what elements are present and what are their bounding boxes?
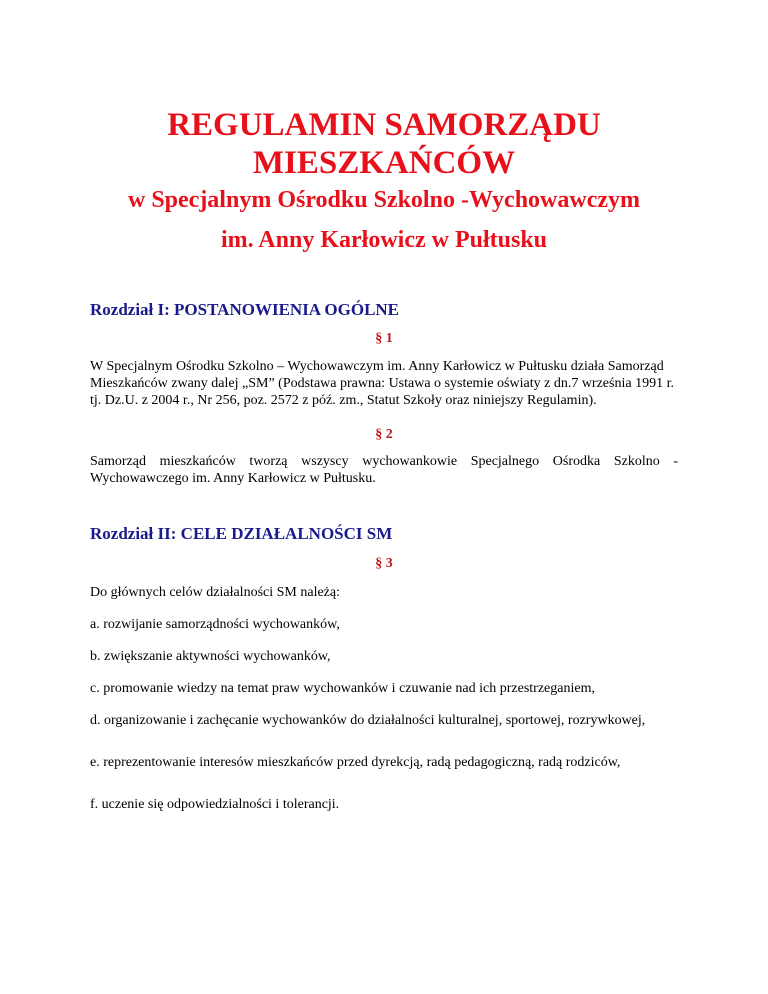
paragraph-3-intro: Do głównych celów działalności SM należą: (90, 585, 340, 600)
paragraph-2-text: Samorząd mieszkańców tworzą wszyscy wychowankowie Specjalnego Ośrodka Szkolno - Wychowawczego im. Anny Karłowicz w Pułtusku. (90, 454, 678, 486)
list-item-b: b. zwiększanie aktywności wychowanków, (90, 649, 331, 664)
paragraph-3-sign: § 3 (375, 556, 393, 571)
paragraph-1-sign: § 1 (375, 331, 393, 346)
document-title-line-1: REGULAMIN SAMORZĄDU (167, 107, 601, 143)
document-title-line-2: MIESZKAŃCÓW (252, 145, 516, 181)
list-item-e: e. reprezentowanie interesów mieszkańców przed dyrekcją, radą pedagogiczną, radą rodziców, (90, 755, 621, 770)
chapter-2-heading: Rozdział II: CELE DZIAŁALNOŚCI SM (90, 524, 393, 543)
chapter-1-heading: Rozdział I: POSTANOWIENIA OGÓLNE (90, 300, 400, 319)
list-item-a: a. rozwijanie samorządności wychowanków, (90, 617, 340, 632)
paragraph-2-sign: § 2 (375, 427, 393, 442)
document-subtitle-line-1: w Specjalnym Ośrodku Szkolno -Wychowawczym (127, 187, 641, 213)
list-item-c: c. promowanie wiedzy na temat praw wychowanków i czuwanie nad ich przestrzeganiem, (90, 681, 595, 696)
paragraph-1-text: W Specjalnym Ośrodku Szkolno – Wychowawczym im. Anny Karłowicz w Pułtusku działa Samorząd Mieszkańców zwany dalej „SM” (Podstawa prawna: Ustawa o systemie oświaty z dn.7 września 1991 r. tj. Dz.U. z 2004 r., Nr 256, poz. 2572 z póź. zm., Statut Szkoły oraz niniejszy Regulamin). (90, 359, 674, 408)
list-item-d: d. organizowanie i zachęcanie wychowanków do działalności kulturalnej, sportowej, rozrywkowej, (90, 713, 646, 728)
list-item-f: f. uczenie się odpowiedzialności i tolerancji. (90, 797, 340, 812)
document-subtitle-line-2: im. Anny Karłowicz w Pułtusku (220, 227, 548, 253)
